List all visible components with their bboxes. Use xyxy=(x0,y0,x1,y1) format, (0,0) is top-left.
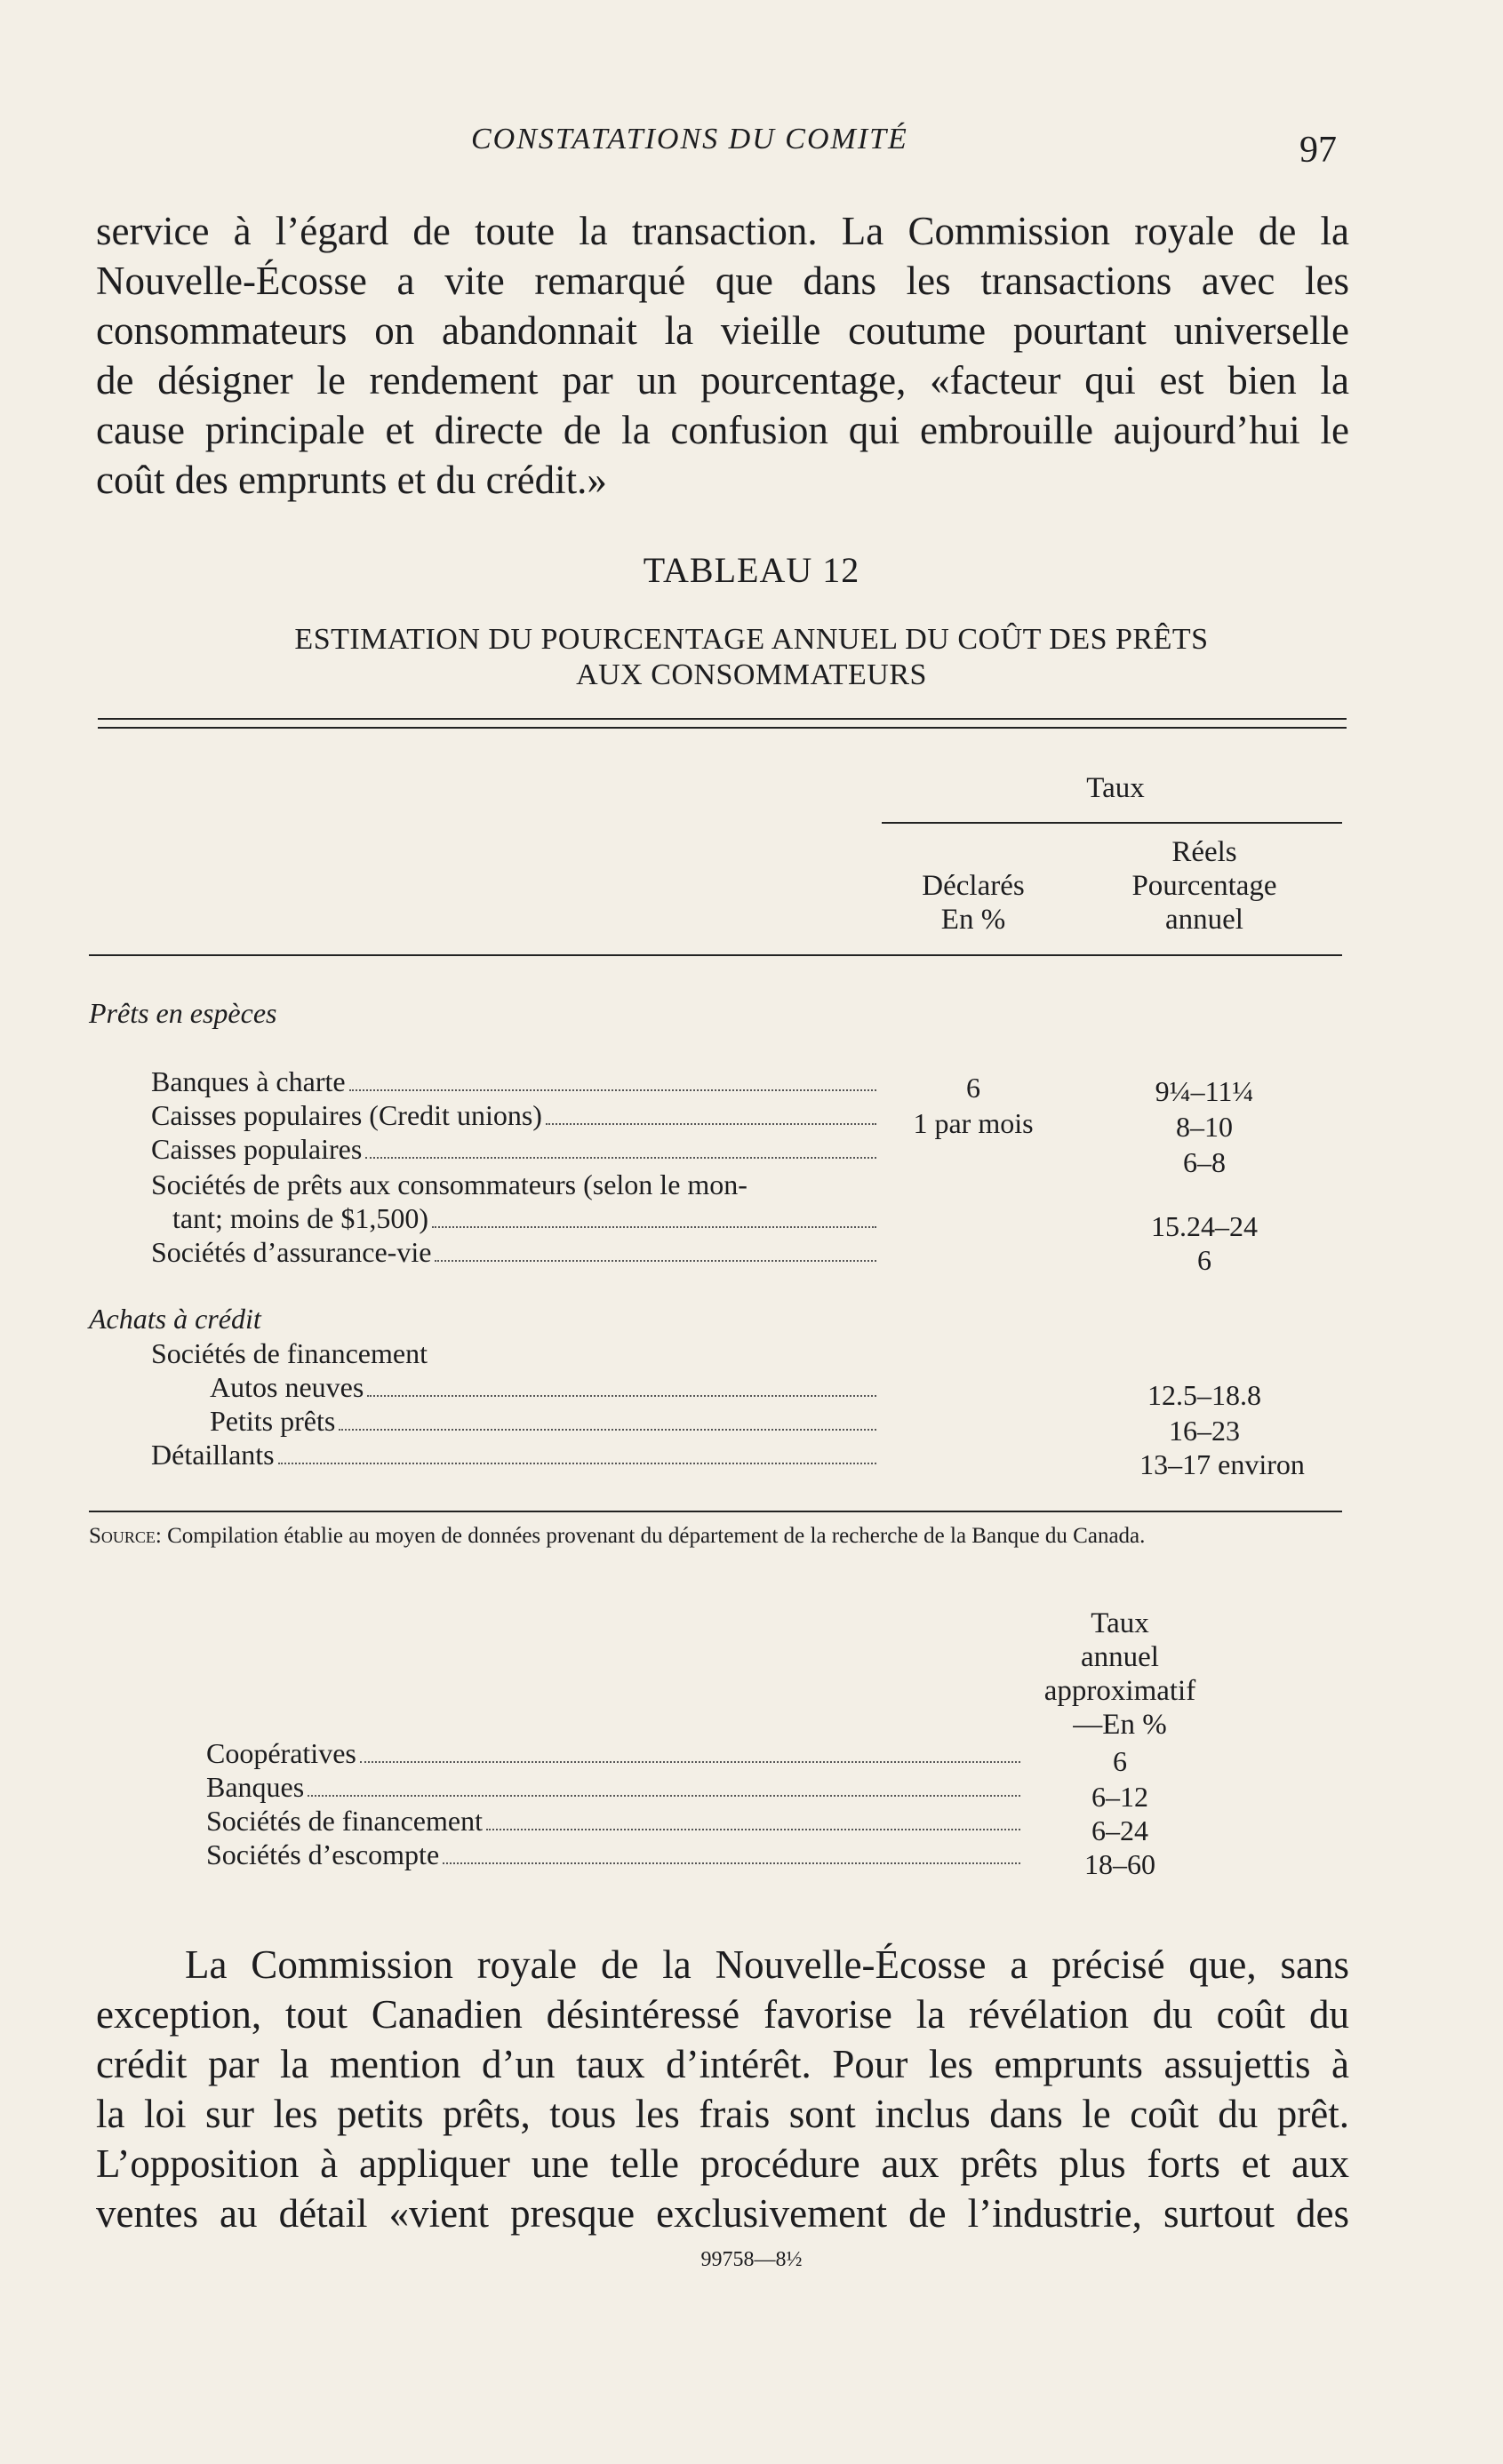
table2-header-line: —En % xyxy=(1073,1709,1167,1741)
row-label: tant; moins de $1,500) xyxy=(172,1202,428,1234)
declared-value: 6 xyxy=(966,1072,980,1104)
row-label: Sociétés d’escompte xyxy=(206,1838,440,1870)
table-title: TABLEAU 12 xyxy=(643,550,860,590)
leader-dots xyxy=(308,1794,1020,1797)
real-value: 12.5–18.8 xyxy=(1147,1379,1261,1411)
paragraph-line: la loi sur les petits prêts, tous les frais sont inclus dans le coût du prêt. xyxy=(96,2092,1349,2136)
leader-dots xyxy=(435,1259,876,1262)
declared-value: 1 par mois xyxy=(913,1107,1034,1139)
real-value: 16–23 xyxy=(1169,1415,1240,1447)
row-label: Autos neuves xyxy=(210,1371,364,1403)
column-group-header: Taux xyxy=(1086,772,1145,804)
leader-dots xyxy=(443,1862,1020,1864)
column-group-rule xyxy=(882,822,1342,824)
real-value: 8–10 xyxy=(1176,1111,1233,1143)
table-subtitle-line: ESTIMATION DU POURCENTAGE ANNUEL DU COÛT DES PRÊTS xyxy=(294,623,1209,656)
table-row-label xyxy=(151,1438,880,1471)
row-label: Caisses populaires (Credit unions) xyxy=(151,1099,542,1131)
table-row-label xyxy=(210,1404,880,1438)
row-label: Banques à charte xyxy=(151,1065,346,1097)
row-label: Banques xyxy=(206,1771,305,1803)
table2-header-line: annuel xyxy=(1081,1641,1159,1673)
paragraph-line: consommateurs on abandonnait la vieille coutume pourtant universelle xyxy=(96,308,1349,353)
leader-dots xyxy=(486,1828,1020,1830)
table-bottom-rule xyxy=(89,1511,1342,1512)
leader-dots xyxy=(339,1428,876,1431)
source-label: Source: xyxy=(89,1524,162,1548)
paragraph-line: de désigner le rendement par un pourcentage, «facteur qui est bien la xyxy=(96,358,1349,403)
table2-row-label xyxy=(206,1838,1024,1871)
leader-dots xyxy=(546,1122,876,1125)
section-label: Prêts en espèces xyxy=(89,997,277,1029)
column-header-line: Pourcentage xyxy=(1131,870,1277,902)
table-row-label xyxy=(172,1201,880,1235)
paragraph-line: coût des emprunts et du crédit.» xyxy=(96,458,607,502)
column-header-line: Déclarés xyxy=(922,870,1025,902)
row-label: Coopératives xyxy=(206,1737,356,1769)
real-value: 6 xyxy=(1197,1244,1211,1276)
paragraph-1 xyxy=(96,206,1349,505)
table2-row-label xyxy=(206,1736,1024,1770)
paragraph-line: L’opposition à appliquer une telle procédure aux prêts plus forts et aux xyxy=(96,2141,1349,2186)
table2-value: 6–24 xyxy=(1091,1814,1148,1846)
real-value: 6–8 xyxy=(1183,1146,1226,1178)
row-label: Sociétés de financement xyxy=(151,1337,428,1369)
table-row-label xyxy=(151,1065,880,1098)
leader-dots xyxy=(349,1088,876,1091)
table-subtitle-line: AUX CONSOMMATEURS xyxy=(576,658,927,691)
table2-row-label xyxy=(206,1770,1024,1804)
column-header-real xyxy=(1089,835,1320,937)
printer-code: 99758—8½ xyxy=(700,2248,803,2271)
real-value: 9¼–11¼ xyxy=(1155,1075,1254,1107)
table-top-rule xyxy=(98,718,1347,720)
table-subtitle xyxy=(0,622,1503,693)
row-label: Sociétés d’assurance-vie xyxy=(151,1236,432,1268)
paragraph-line: crédit par la mention d’un taux d’intérêt. Pour les emprunts assujettis à xyxy=(96,2042,1349,2086)
column-header-declared xyxy=(893,869,1053,937)
row-label: Sociétés de financement xyxy=(206,1805,483,1837)
table2-value: 18–60 xyxy=(1084,1848,1155,1880)
leader-dots xyxy=(360,1760,1020,1763)
leader-dots xyxy=(367,1394,876,1397)
header-bottom-rule xyxy=(89,954,1342,956)
paragraph-line: cause principale et directe de la confusion qui embrouille aujourd’hui le xyxy=(96,408,1349,452)
real-value: 15.24–24 xyxy=(1151,1210,1258,1242)
leader-dots xyxy=(432,1225,876,1228)
table-row-label xyxy=(151,1235,880,1269)
table2-row-label xyxy=(206,1804,1024,1838)
page-number: 97 xyxy=(1299,130,1337,171)
column-header-line: annuel xyxy=(1165,904,1243,936)
column-header-line: Réels xyxy=(1171,836,1237,868)
table-row-label xyxy=(151,1132,880,1166)
table2-value: 6 xyxy=(1113,1745,1127,1777)
table-source-note xyxy=(89,1523,1342,1550)
subsection-label xyxy=(151,1336,428,1370)
table-row-label xyxy=(210,1370,880,1404)
table-row-label-wrapped xyxy=(151,1168,880,1201)
row-label: Sociétés de prêts aux consommateurs (selon le mon- xyxy=(151,1168,748,1200)
leader-dots xyxy=(365,1156,876,1159)
row-label: Détaillants xyxy=(151,1439,275,1471)
row-label: Petits prêts xyxy=(210,1405,336,1437)
table2-header-line: approximatif xyxy=(1043,1675,1196,1707)
section-label: Achats à crédit xyxy=(89,1303,261,1335)
paragraph-line: exception, tout Canadien désintéressé favorise la révélation du coût du xyxy=(96,1992,1349,2037)
paragraph-2 xyxy=(96,1940,1349,2238)
table-row-label xyxy=(151,1098,880,1132)
leader-dots xyxy=(278,1462,876,1464)
table2-header-line: Taux xyxy=(1091,1607,1149,1639)
row-label: Caisses populaires xyxy=(151,1133,363,1165)
paragraph-line: La Commission royale de la Nouvelle-Écosse a précisé que, sans xyxy=(185,1942,1349,1987)
table-top-rule xyxy=(98,727,1347,729)
real-value: 13–17 environ xyxy=(1139,1448,1305,1480)
column-header-line: En % xyxy=(940,904,1006,936)
table2-header xyxy=(1013,1607,1227,1742)
table2-value: 6–12 xyxy=(1091,1781,1148,1813)
running-head: CONSTATATIONS DU COMITÉ xyxy=(471,123,908,155)
paragraph-line: ventes au détail «vient presque exclusivement de l’industrie, surtout des xyxy=(96,2191,1349,2236)
source-text: Compilation établie au moyen de données provenant du département de la recherche de la Banque du Canada. xyxy=(161,1524,1146,1548)
paragraph-line: Nouvelle-Écosse a vite remarqué que dans les transactions avec les xyxy=(96,259,1349,303)
paragraph-line: service à l’égard de toute la transaction. La Commission royale de la xyxy=(96,209,1349,253)
